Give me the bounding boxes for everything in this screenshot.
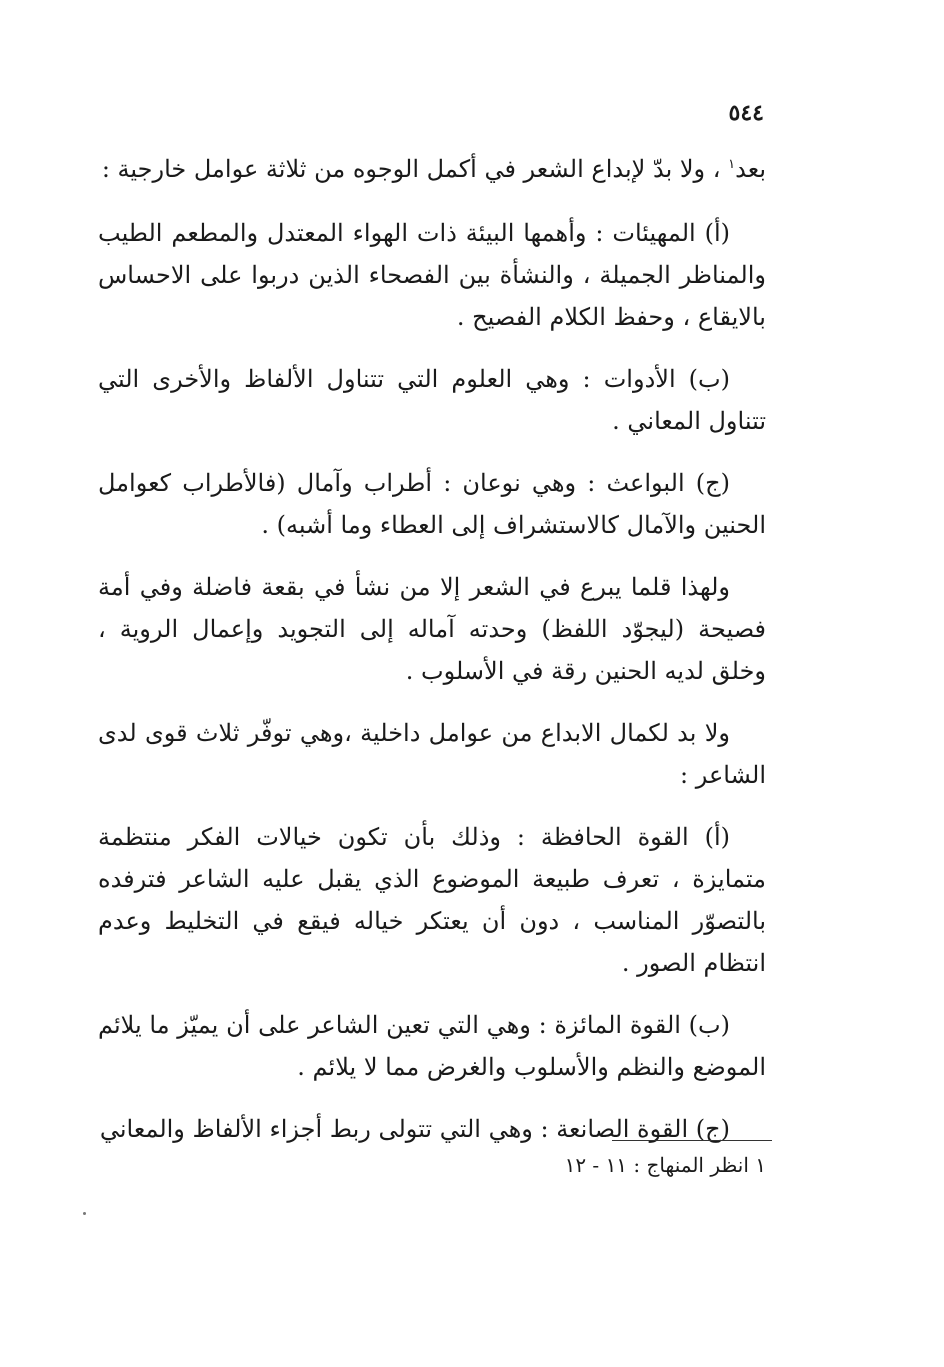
paragraph-internal-intro [98, 712, 766, 796]
intro-paragraph [98, 148, 766, 190]
footnote-divider [612, 1140, 772, 1141]
paragraph-internal-b [98, 1004, 766, 1088]
intro-before-marker: بعد [735, 155, 766, 183]
paragraph-internal-a [98, 816, 766, 984]
paragraph-text: ولهذا قلما يبرع في الشعر إلا من نشأ في بقعة فاضلة وفي أمة فصيحة (ليجوّد اللفظ) وحدته آماله إلى التجويد وإعمال الروية ، وخلق لديه الحنين رقة في الأسلوب . [98, 573, 766, 685]
scan-speck [83, 1212, 86, 1215]
intro-after-marker: ، ولا بدّ لإبداع الشعر في أكمل الوجوه من ثلاثة عوامل خارجية : [101, 155, 729, 183]
paragraph-text: ولا بد لكمال الابداع من عوامل داخلية ،وهي توفّر ثلاث قوى لدى الشاعر : [98, 719, 766, 789]
paragraph-text: (أ) المهيئات : وأهمها البيئة ذات الهواء المعتدل والمطعم الطيب والمناظر الجميلة ، والنشأة بين الفصحاء الذين دربوا على الاحساس بالايقاع ، وحفظ الكلام الفصيح . [98, 219, 766, 331]
paragraph-internal-c [98, 1108, 766, 1150]
paragraph-summary [98, 566, 766, 692]
page-number: ٥٤٤ [728, 100, 764, 126]
paragraph-text: (أ) القوة الحافظة : وذلك بأن تكون خيالات الفكر منتظمة متمايزة ، تعرف طبيعة الموضوع الذي يقبل عليه الشاعر فترفده بالتصوّر المناسب ، دون أن يعتكر خياله فيقع في التخليط وعدم انتظام الصور . [98, 823, 766, 977]
paragraph-text: (ب) الأدوات : وهي العلوم التي تتناول الألفاظ والأخرى التي تتناول المعاني . [98, 365, 766, 435]
paragraph-external-a [98, 212, 766, 338]
paragraph-text: (ج) البواعث : وهي نوعان : أطراب وآمال (فالأطراب كعوامل الحنين والآمال كالاستشراف إلى العطاء وما أشبه) . [98, 469, 766, 539]
footnote: ١ انظر المنهاج : ١١ - ١٢ [564, 1153, 766, 1177]
footnote-marker: ١ [728, 157, 736, 172]
paragraph-external-b [98, 358, 766, 442]
paragraph-text: (ج) القوة الصانعة : وهي التي تتولى ربط أجزاء الألفاظ والمعاني [99, 1115, 730, 1143]
body-text [98, 148, 766, 1170]
paragraph-text: (ب) القوة المائزة : وهي التي تعين الشاعر على أن يميّز ما يلائم الموضع والنظم والأسلوب والغرض مما لا يلائم . [98, 1011, 766, 1081]
paragraph-external-c [98, 462, 766, 546]
